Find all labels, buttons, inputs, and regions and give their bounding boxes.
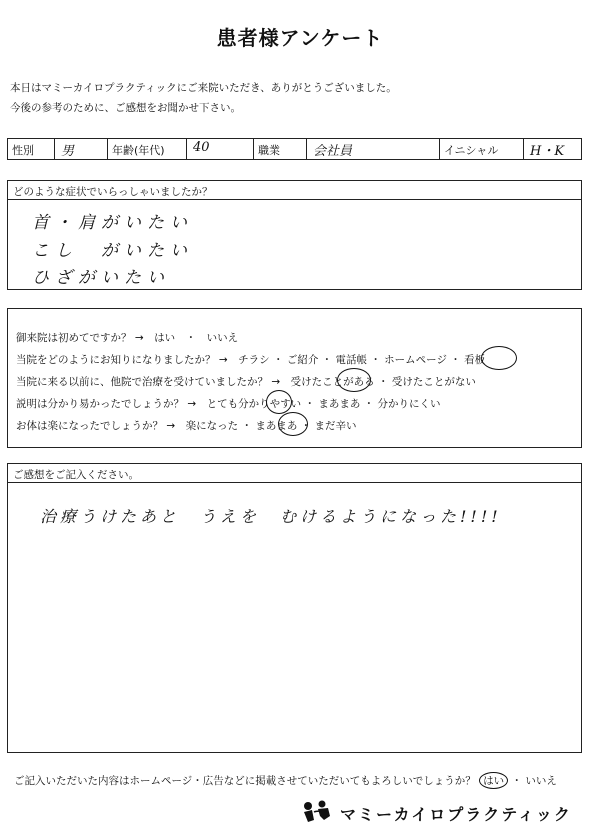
gender-value[interactable]: 男 — [55, 139, 108, 159]
gender-label: 性別 — [8, 139, 55, 159]
question-row — [16, 374, 476, 389]
answer-options[interactable]: → 楽になった ・ まあまあ ・ まだ辛い — [166, 420, 357, 432]
brand-name: マミーカイロプラクティック — [340, 804, 572, 824]
answer-options[interactable]: → 受けたことがある ・ 受けたことがない — [271, 376, 476, 388]
symptom-answer-2[interactable]: こし がいたい — [32, 241, 193, 261]
selected-answer-circle — [337, 368, 371, 392]
symptom-answer-3[interactable]: ひざがいたい — [32, 268, 170, 288]
intro-line-1: 本日はマミーカイロプラクティックにご来院いただき、ありがとうございました。 — [10, 82, 397, 94]
question-row — [16, 352, 485, 367]
initial-value[interactable]: H・K — [530, 144, 565, 159]
answer-options[interactable]: → とても分かりやすい ・ まあまあ ・ 分かりにくい — [187, 398, 441, 410]
question-row — [16, 396, 441, 411]
question-text: 説明は分かり易かったでしょうか？ — [16, 398, 184, 410]
publish-consent-row — [14, 772, 557, 789]
answer-options[interactable]: → チラシ ・ ご紹介 ・ 電話帳 ・ ホームページ ・ 看板 — [218, 354, 486, 366]
brand-footer — [300, 798, 572, 828]
age-value[interactable]: 40 — [187, 139, 254, 159]
consent-yes-option[interactable]: はい — [479, 772, 508, 789]
question-text: 当院をどのようにお知りになりましたか？ — [16, 354, 216, 366]
answer-options[interactable]: → はい ・ いいえ — [134, 332, 239, 344]
intro-line-2: 今後の参考のために、ご感想をお聞かせ下さい。 — [10, 102, 241, 114]
question-text: 御来院は初めてですか？ — [16, 332, 132, 344]
brand-logo-icon — [300, 798, 334, 828]
selected-answer-circle — [266, 390, 292, 414]
question-text: お体は楽になったでしょうか？ — [16, 420, 163, 432]
selected-answer-circle — [481, 346, 517, 370]
job-label: 職業 — [254, 139, 307, 159]
question-text: 当院に来る以前に、他院で治療を受けていましたか？ — [16, 376, 268, 388]
initial-label: イニシャル — [440, 139, 524, 159]
consent-no-option[interactable]: いいえ — [525, 775, 557, 787]
publish-consent-question: ご記入いただいた内容はホームページ・広告などに掲載させていただいてもよろしいでしょうか？ — [14, 775, 476, 787]
job-value[interactable]: 会社員 — [307, 139, 440, 159]
symptoms-question: どのような症状でいらっしゃいましたか？ — [8, 181, 581, 200]
question-row — [16, 330, 238, 345]
page-title: 患者様アンケート — [216, 26, 384, 50]
age-label: 年齢(年代) — [108, 139, 187, 159]
patient-info-row — [7, 138, 582, 160]
comments-text[interactable]: 治療うけたあと うえを むけるようになった!!!! — [40, 507, 502, 526]
comments-heading: ご感想をご記入ください。 — [8, 464, 581, 483]
consent-separator: ・ — [511, 775, 522, 787]
symptom-answer-1[interactable]: 首・肩がいたい — [32, 213, 193, 233]
selected-answer-circle — [278, 412, 308, 436]
